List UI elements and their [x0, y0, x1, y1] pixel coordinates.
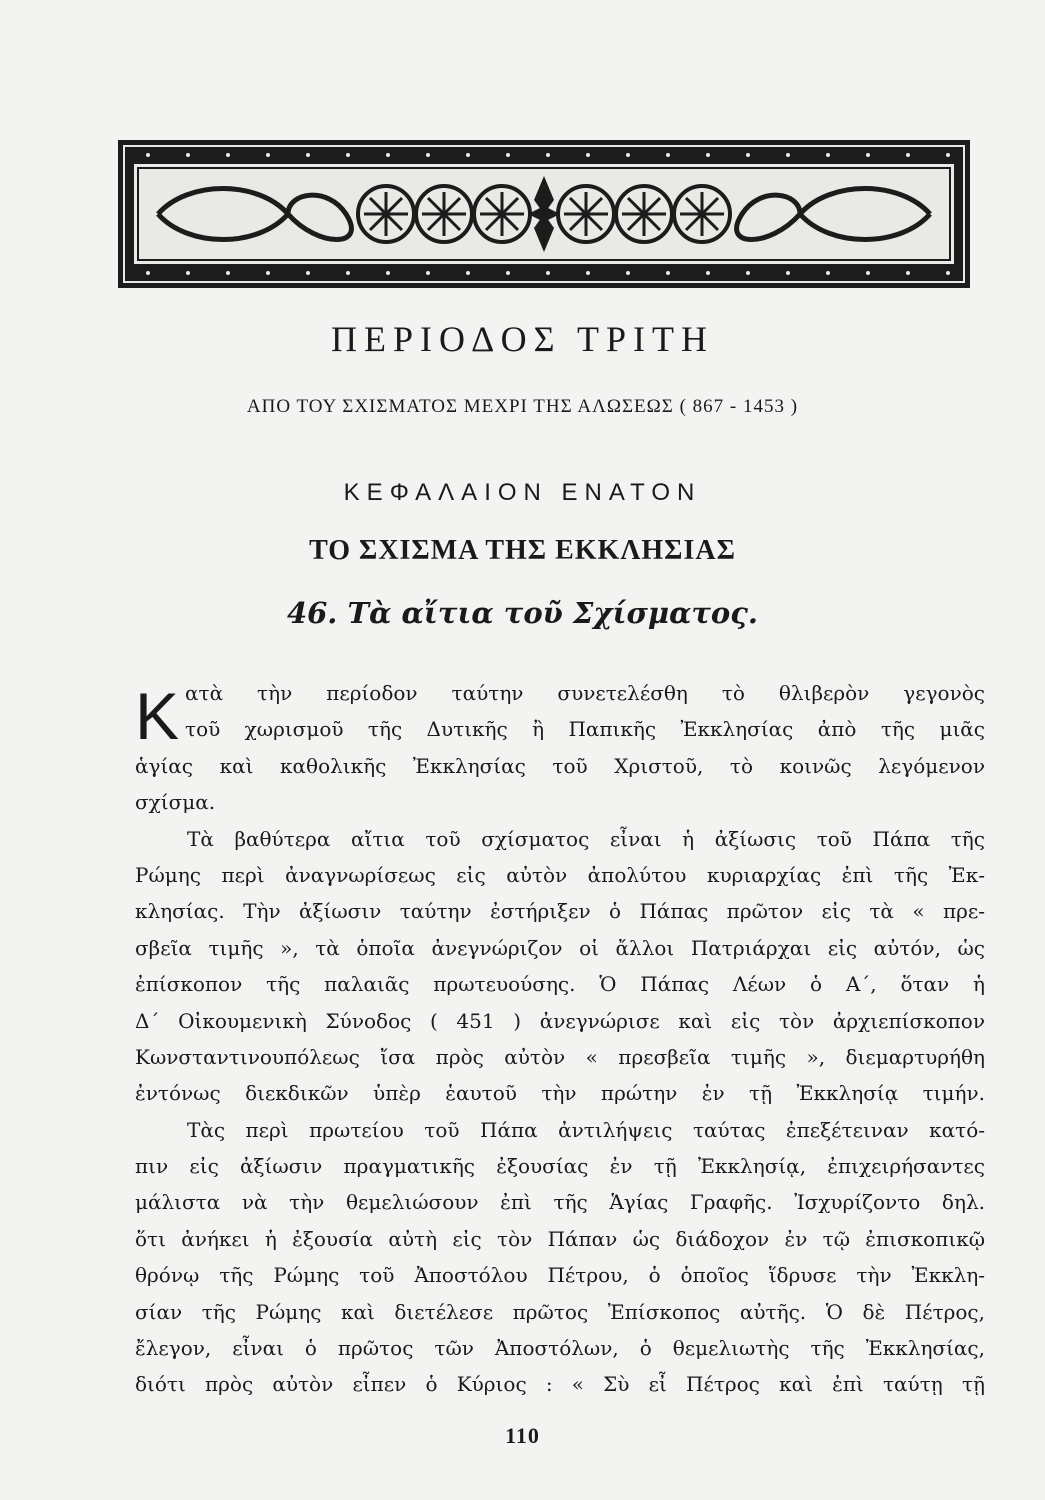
- page-number: 110: [505, 1423, 540, 1448]
- text-line: κλησίας. Τὴν ἀξίωσιν ταύτην ἐστήριξεν ὁ Πάπας πρῶτον εἰς τὰ « πρε-: [135, 899, 985, 924]
- text-line: ἐντόνως διεκδικῶν ὑπὲρ ἑαυτοῦ τὴν πρώτην ἐν τῇ Ἐκκλησίᾳ τιμήν.: [135, 1081, 985, 1106]
- text-line: διότι πρὸς αὐτὸν εἶπεν ὁ Κύριος : « Σὺ εἶ Πέτρος καὶ ἐπὶ ταύτῃ τῇ: [135, 1372, 985, 1397]
- text-line: θρόνῳ τῆς Ρώμης τοῦ Ἀποστόλου Πέτρου, ὁ ὁποῖος ἵδρυσε τὴν Ἐκκλη-: [135, 1263, 985, 1288]
- drop-cap: K: [135, 679, 180, 753]
- ornamental-headpiece: [118, 140, 970, 288]
- text-line: Δ΄ Οἰκουμενικὴ Σύνοδος ( 451 ) ἀνεγνώρισε καὶ εἰς τὸν ἀρχιεπίσκοπον: [135, 1008, 985, 1033]
- text-line: σβεῖα τιμῆς », τὰ ὁποῖα ἀνεγνώριζον οἱ ἄλλοι Πατριάρχαι εἰς αὐτόν, ὡς: [135, 935, 985, 960]
- text-line: ἐπίσκοπον τῆς παλαιᾶς πρωτευούσης. Ὁ Πάπας Λέων ὁ Α΄, ὅταν ἡ: [135, 972, 985, 997]
- text-line: σχίσμα.: [135, 790, 216, 815]
- text-line: ὅτι ἀνήκει ἡ ἐξουσία αὐτὴ εἰς τὸν Πάπαν ὡς διάδοχον ἐν τῷ ἐπισκοπικῷ: [135, 1226, 985, 1251]
- chapter-title: ΤΟ ΣΧΙΣΜΑ ΤΗΣ ΕΚΚΛΗΣΙΑΣ: [309, 535, 736, 566]
- text-line: ἁγίας καὶ καθολικῆς Ἐκκλησίας τοῦ Χριστοῦ, τὸ κοινῶς λεγόμενον: [135, 753, 985, 778]
- text-line: ατὰ τὴν περίοδον ταύτην συνετελέσθη τὸ θλιβερὸν γεγονὸς: [185, 681, 985, 705]
- text-line: πιν εἰς ἀξίωσιν πραγματικῆς ἐξουσίας ἐν τῇ Ἐκκλησίᾳ, ἐπιχειρήσαντες: [135, 1154, 985, 1179]
- text-line: μάλιστα νὰ τὴν θεμελιώσουν ἐπὶ τῆς Ἁγίας Γραφῆς. Ἰσχυρίζοντο δηλ.: [135, 1190, 985, 1215]
- text-line: ἔλεγον, εἶναι ὁ πρῶτος τῶν Ἀποστόλων, ὁ θεμελιωτὴς τῆς Ἐκκλησίας,: [135, 1336, 985, 1361]
- text-line: τοῦ χωρισμοῦ τῆς Δυτικῆς ἢ Παπικῆς Ἐκκλησίας ἀπὸ τῆς μιᾶς: [185, 717, 985, 742]
- text-line: Κωνσταντινουπόλεως ἴσα πρὸς αὐτὸν « πρεσβεῖα τιμῆς », διεμαρτυρήθη: [135, 1044, 985, 1069]
- period-subtitle: ΑΠΟ ΤΟΥ ΣΧΙΣΜΑΤΟΣ ΜΕΧΡΙ ΤΗΣ ΑΛΩΣΕΩΣ ( 867 - 1453 ): [246, 396, 799, 417]
- text-line: Ρώμης περὶ ἀναγνωρίσεως εἰς αὐτὸν ἀπολύτου κυριαρχίας ἐπὶ τῆς Ἐκ-: [135, 862, 985, 887]
- period-title: ΠΕΡΙΟΔΟΣ ΤΡΙΤΗ: [331, 319, 714, 359]
- text-line: σίαν τῆς Ρώμης καὶ διετέλεσε πρῶτος Ἐπίσκοπος αὐτῆς. Ὁ δὲ Πέτρος,: [135, 1299, 985, 1324]
- chapter-label: ΚΕΦΑΛΑΙΟΝ ΕΝΑΤΟΝ: [343, 479, 702, 506]
- section-title: 46. Τὰ αἴτια τοῦ Σχίσματος.: [286, 596, 759, 630]
- text-line: Τὰς περὶ πρωτείου τοῦ Πάπα ἀντιλήψεις ταύτας ἐπεξέτειναν κατό-: [187, 1117, 985, 1142]
- text-line: Τὰ βαθύτερα αἴτια τοῦ σχίσματος εἶναι ἡ ἀξίωσις τοῦ Πάπα τῆς: [187, 826, 985, 851]
- body-text: [135, 675, 985, 1403]
